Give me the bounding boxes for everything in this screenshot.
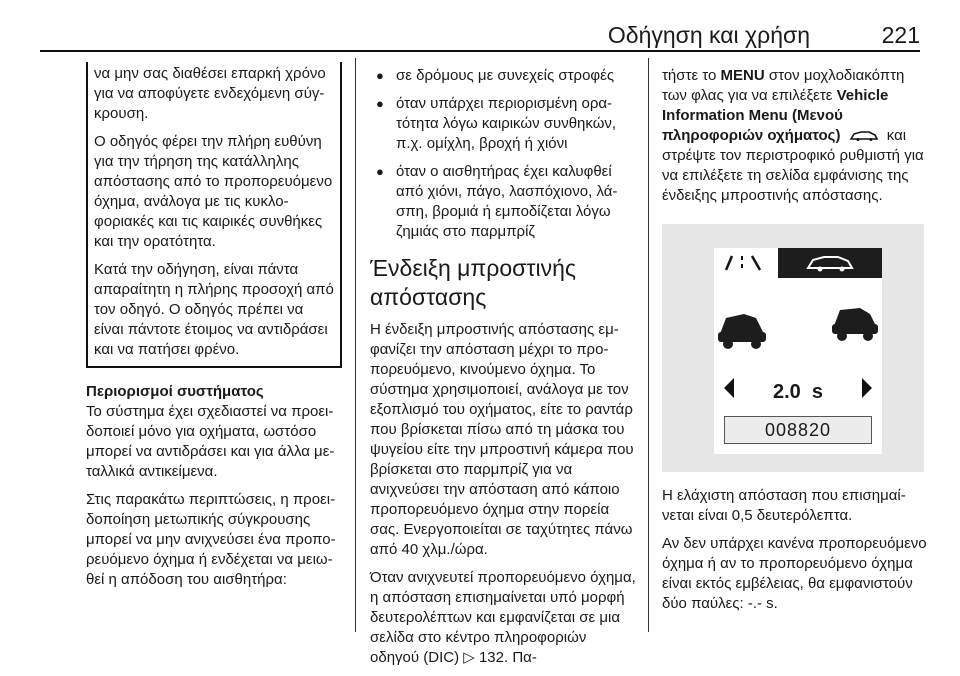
paragraph: Η ένδειξη μπροστινής απόστασης εμφανίζει την απόσταση μέχρι το προπορευόμενο, κινούμενο όχημα. Το σύστημα χρησιμοποιεί, ανάλογα με τον εξοπλισμό του οχήματος, είτε το ραντάρ που βρίσκεται πίσω από τη μάσκα του ψυγείου είτε την μπροστινή κάμερα που βρίσκεται στο παρμπρίζ για να ανιχνεύσει την απόσταση από κάποιο προπορευόμενο όχημα στην πορεία σας. Ενεργοποιείται σε ταχύτητες πάνω από 40 χλμ./ώρα.: [370, 321, 634, 558]
warning-paragraph: Ο οδηγός φέρει την πλήρη ευθύνη για την τήρηση της κατάλληλης απόστασης από το προπορευόμενο όχημα, ανάλογα με τις κυκλοφοριακές και τις καιρικές συνθήκες και την ορατότητα.: [94, 133, 333, 250]
reference-arrow-icon: ▷: [463, 649, 475, 666]
list-item: ● σε δρόμους με συνεχείς στροφές: [370, 66, 638, 86]
paragraph: [370, 568, 638, 668]
vehicle-info-icon: [849, 130, 879, 142]
page-number: 221: [881, 22, 920, 48]
own-car-icon: [718, 314, 766, 349]
column-3: [662, 66, 930, 622]
warning-box: [86, 62, 342, 368]
paragraph: Στις παρακάτω περιπτώσεις, η προειδοποίηση μετωπικής σύγκρουσης μπορεί να μην ανιχνεύσει ένα προπορευόμενο όχημα ή ενδέχεται να μειωθεί η απόδοση του αισθητήρα:: [86, 491, 336, 588]
column-divider: [648, 58, 649, 632]
lead-car-icon: [832, 308, 878, 341]
menu-button-label: MENU: [720, 67, 765, 84]
warning-paragraph: να μην σας διαθέσει επαρκή χρόνο για να αποφύγετε ενδεχόμενη σύγκρουση.: [94, 65, 326, 122]
distance-display-figure: [662, 224, 924, 472]
page-header: [40, 0, 920, 52]
section-title: Ένδειξη μπροστινής απόστασης: [370, 255, 576, 310]
paragraph-text: Όταν ανιχνευτεί προπορευόμενο όχημα, η απόσταση επισημαίνεται υπό μορφή δευτερολέπτων και εμφανίζεται σε μια σελίδα στο κέντρο πληροφοριών οδηγού (DIC): [370, 569, 636, 666]
dic-status-bar: [714, 248, 882, 278]
page-title: Οδήγηση και χρήση: [607, 22, 810, 48]
list-item: ● όταν υπάρχει περιορισμένη ορατότητα λόγω καιρικών συνθηκών, π.χ. ομίχλη, βροχή ή χιόνι: [370, 94, 638, 154]
paragraph: Η ελάχιστη απόσταση που επισημαίνεται είναι 0,5 δευτερόλεπτα.: [662, 487, 906, 524]
subheading: Περιορισμοί συστήματος: [86, 383, 264, 400]
reference-text: 132. Πα-: [474, 649, 537, 666]
dic-screen: [714, 248, 882, 454]
distance-unit: s: [811, 381, 824, 403]
list-item: ● όταν ο αισθητήρας έχει καλυφθεί από χιόνι, πάγο, λασπόχιονο, λάσπη, βρομιά ή εμποδίζεται λόγω ζημιάς στο παρμπρίζ: [370, 162, 638, 242]
dic-status-highlight: [778, 248, 882, 278]
column-divider: [355, 58, 356, 632]
distance-value: 2.0: [772, 381, 801, 403]
paragraph-text: στον μοχλοδιακόπτη των φλας για να επιλέξετε: [662, 67, 905, 104]
column-2: [370, 66, 638, 676]
paragraph: Αν δεν υπάρχει κανένα προπορευόμενο όχημα ή αν το προπορευόμενο όχημα είναι εκτός εμβέλειας, θα εμφανιστούν δύο παύλες: -.- s.: [662, 535, 927, 612]
paragraph-text: τήστε το: [662, 67, 721, 84]
paragraph-text: και στρέψτε τον περιστροφικό ρυθμιστή για να επιλέξετε τη σελίδα εμφάνισης της ένδειξης μπροστινής απόστασης.: [662, 127, 924, 204]
cars-graphic: [714, 284, 882, 374]
vehicle-info-menu-label: Vehicle Information Menu (Μενού πληροφοριών οχήματος): [662, 87, 889, 144]
column-1: [86, 62, 342, 598]
warning-paragraph: Κατά την οδήγηση, είναι πάντα απαραίτητη η πλήρης προσοχή από τον οδηγό. Ο οδηγός πρέπει να είναι πάντοτε έτοιμος να αντιδράσει και να πατήσει φρένο.: [94, 261, 334, 358]
lane-icon: [718, 248, 778, 278]
car-icon: [778, 248, 882, 278]
paragraph: Το σύστημα έχει σχεδιαστεί να προειδοποιεί μόνο για οχήματα, ωστόσο μπορεί να αντιδράσει και για άλλα μεταλλικά αντικείμενα.: [86, 403, 335, 480]
paragraph: [662, 66, 930, 206]
limitations-list: [370, 66, 638, 242]
odometer-display: 008820: [724, 416, 872, 444]
distance-readout: [714, 382, 882, 402]
